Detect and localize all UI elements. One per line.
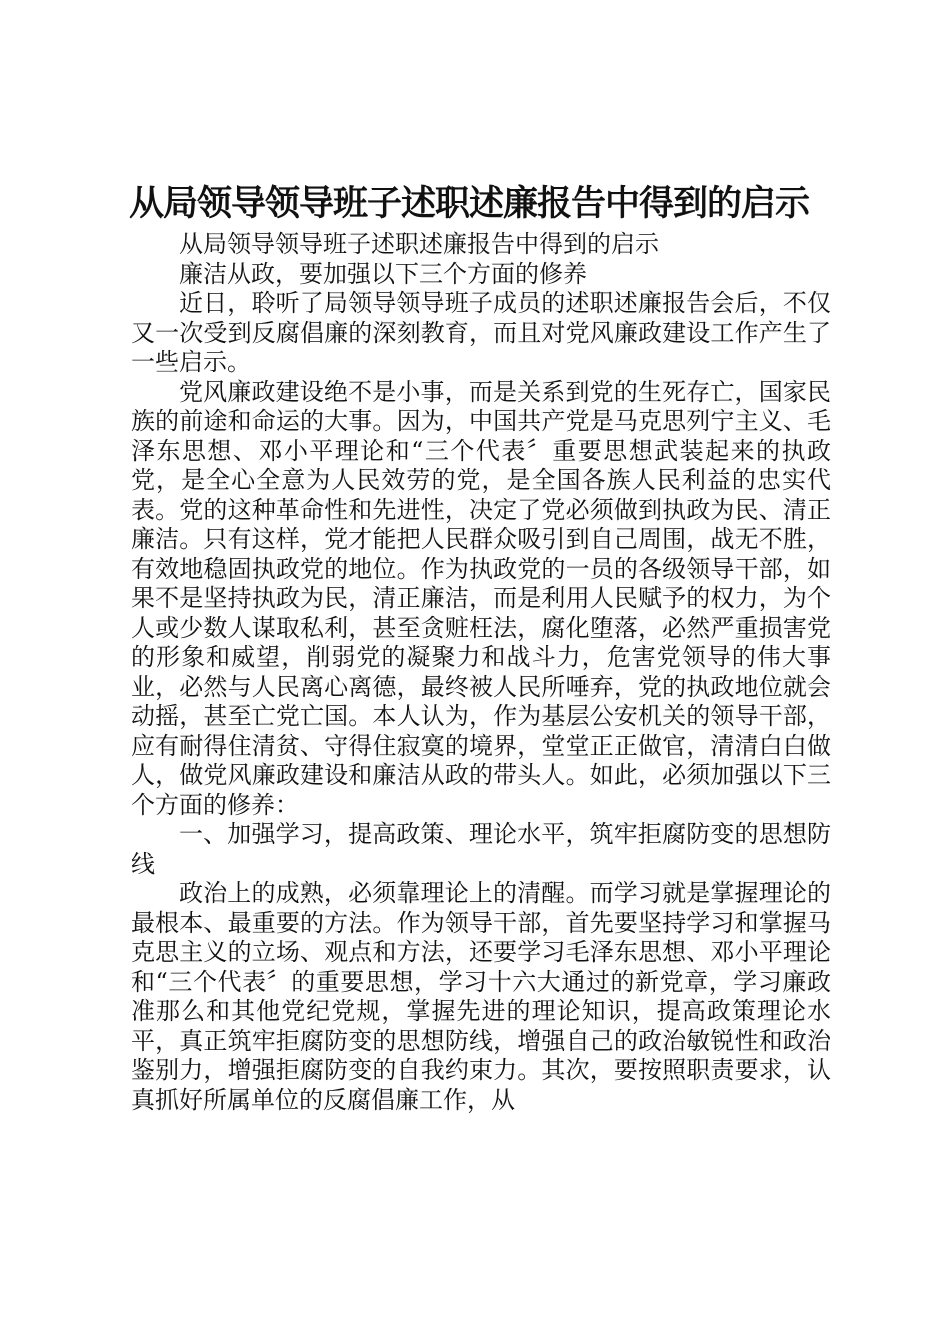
document-page <box>131 178 831 1115</box>
body-paragraph: 党风廉政建设绝不是小事，而是关系到党的生死存亡，国家民族的前途和命运的大事。因为，中国共产党是马克思列宁主义、毛泽东思想、邓小平理论和“三个代表〞重要思想武装起来的执政党，是全心全意为人民效劳的党，是全国各族人民利益的忠实代表。党的这种革命性和先进性，决定了党必须做到执政为民、清正廉洁。只有这样，党才能把人民群众吸引到自己周围，战无不胜，有效地稳固执政党的地位。作为执政党的一员的各级领导干部，如果不是坚持执政为民，清正廉洁，而是利用人民赋予的权力，为个人或少数人谋取私利，甚至贪赃枉法，腐化堕落，必然严重损害党的形象和威望，削弱党的凝聚力和战斗力，危害党领导的伟大事业，必然与人民离心离德，最终被人民所唾弃，党的执政地位就会动摇，甚至亡党亡国。本人认为，作为基层公安机关的领导干部，应有耐得住清贫、守得住寂寞的境界，堂堂正正做官，清清白白做人，做党风廉政建设和廉洁从政的带头人。如此，必须加强以下三个方面的修养： <box>131 377 831 819</box>
theme-paragraph: 廉洁从政，要加强以下三个方面的修养 <box>179 259 587 288</box>
intro-paragraph: 近日，聆听了局领导领导班子成员的述职述廉报告会后，不仅又一次受到反腐倡廉的深刻教育，而且对党风廉政建设工作产生了一些启示。 <box>131 289 831 376</box>
document-title: 从局领导领导班子述职述廉报告中得到的启示 <box>129 184 810 224</box>
subtitle-paragraph: 从局领导领导班子述职述廉报告中得到的启示 <box>179 230 659 258</box>
section-heading: 一、加强学习，提高政策、理论水平，筑牢拒腐防变的思想防线 <box>131 820 831 878</box>
body-paragraph: 政治上的成熟，必须靠理论上的清醒。而学习就是掌握理论的最根本、最重要的方法。作为领导干部，首先要坚持学习和掌握马克思主义的立场、观点和方法，还要学习毛泽东思想、邓小平理论和“三个代表〞的重要思想，学习十六大通过的新党章，学习廉政准那么和其他党纪党规，掌握先进的理论知识，提高政策理论水平，真正筑牢拒腐防变的思想防线，增强自己的政治敏锐性和政治鉴别力，增强拒腐防变的自我约束力。其次，要按照职责要求，认真抓好所属单位的反腐倡廉工作，从 <box>131 879 831 1114</box>
